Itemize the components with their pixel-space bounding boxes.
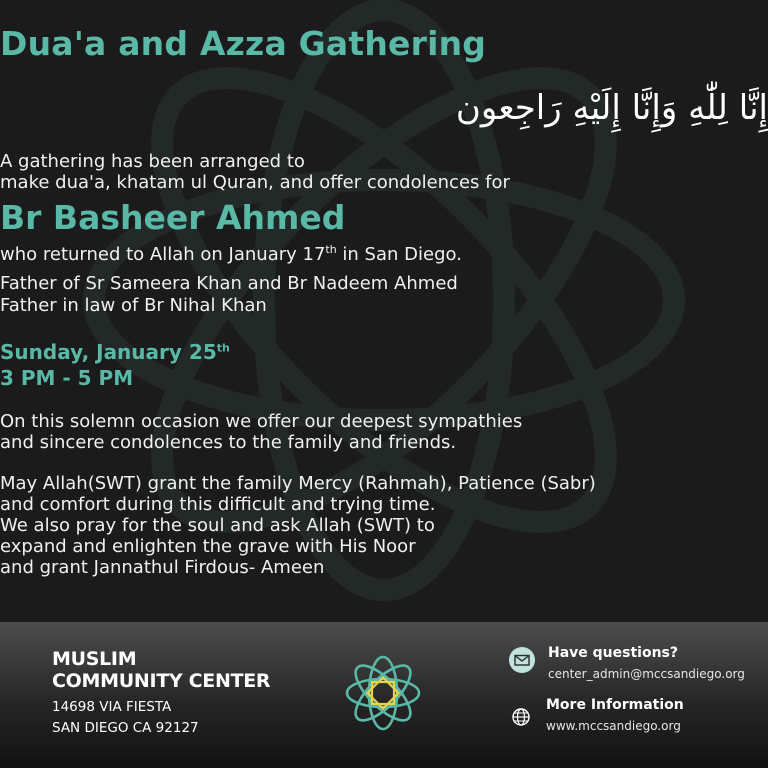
- message-line-7: and grant Jannathul Firdous- Ameen: [0, 557, 325, 578]
- event-date: [0, 340, 768, 364]
- message-line-5: We also pray for the soul and ask Allah (SWT) to: [0, 515, 435, 536]
- address-line-2: SAN DIEGO CA 92127: [52, 720, 199, 736]
- info-title: More Information: [546, 697, 684, 713]
- family-line-1: Father of Sr Sameera Khan and Br Nadeem Ahmed: [0, 273, 458, 294]
- message-line-3: May Allah(SWT) grant the family Mercy (Rahmah), Patience (Sabr): [0, 473, 596, 494]
- mcc-star-logo-icon: [340, 650, 426, 736]
- return-suffix: in San Diego.: [336, 244, 462, 265]
- return-line: [0, 245, 768, 265]
- questions-email[interactable]: center_admin@mccsandiego.org: [548, 667, 745, 681]
- announcement-line-2: make dua'a, khatam ul Quran, and offer condolences for: [0, 172, 510, 193]
- envelope-icon: [509, 647, 535, 673]
- deceased-name: Br Basheer Ahmed: [0, 198, 346, 237]
- event-date-prefix: Sunday, January 25: [0, 340, 217, 364]
- address-line-1: 14698 VIA FIESTA: [52, 699, 172, 715]
- globe-icon: [511, 707, 531, 731]
- org-name: [52, 648, 270, 692]
- message-line-4: and comfort during this difficult and trying time.: [0, 494, 436, 515]
- questions-title: Have questions?: [548, 645, 679, 661]
- org-name-line-2: COMMUNITY CENTER: [52, 670, 271, 692]
- message-line-2: and sincere condolences to the family and friends.: [0, 432, 457, 453]
- info-url[interactable]: www.mccsandiego.org: [546, 719, 681, 733]
- return-prefix: who returned to Allah on January 17: [0, 244, 326, 265]
- return-sup: th: [325, 243, 337, 256]
- family-line-2: Father in law of Br Nihal Khan: [0, 295, 267, 316]
- page-title: Dua'a and Azza Gathering: [0, 24, 487, 63]
- footer: [0, 622, 768, 768]
- event-date-sup: th: [216, 341, 230, 355]
- message-line-1: On this solemn occasion we offer our deepest sympathies: [0, 411, 523, 432]
- message-line-6: expand and enlighten the grave with His Noor: [0, 536, 416, 557]
- announcement-line-1: A gathering has been arranged to: [0, 151, 305, 172]
- org-name-line-1: MUSLIM: [52, 648, 137, 670]
- arabic-verse: إِنَّا لِلّٰهِ وَإِنَّا إِلَيْهِ رَاجِعون: [455, 88, 768, 128]
- event-time: 3 PM - 5 PM: [0, 366, 134, 390]
